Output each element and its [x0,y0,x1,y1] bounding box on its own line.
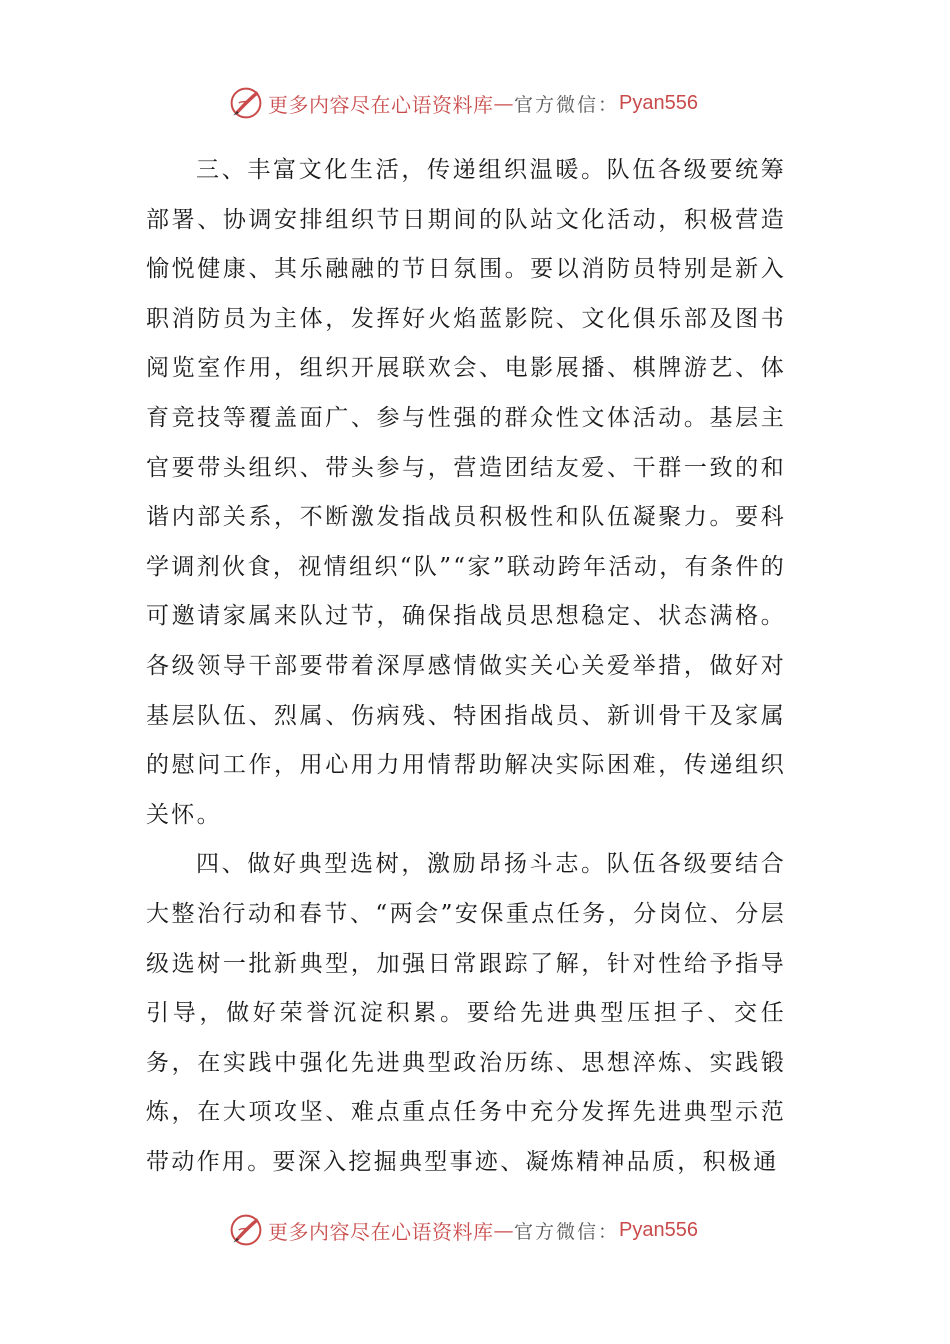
watermark-wechat-id: Pyan556 [619,1218,698,1241]
watermark-dash: — [493,1218,514,1242]
header-watermark [228,83,698,123]
pen-logo-icon [228,85,264,121]
document-body [146,146,786,1187]
watermark-dash: — [493,91,514,115]
watermark-wechat-label: 官方微信： [514,93,620,116]
paragraph-role-models: 四、做好典型选树，激励昂扬斗志。队伍各级要结合大整治行动和春节、“两会”安保重点任务，分岗位、分层级选树一批新典型，加强日常跟踪了解，针对性给予指导引导，做好荣誉沉淀积累。要给先进典型压担子、交任务，在实践中强化先进典型政治历练、思想淬炼、实践锻炼，在大项攻坚、难点重点任务中充分发挥先进典型示范带动作用。要深入挖掘典型事迹、凝炼精神品质，积极通 [146,851,786,1175]
paragraph-culture: 三、丰富文化生活，传递组织温暖。队伍各级要统筹部署、协调安排组织节日期间的队站文化活动，积极营造愉悦健康、其乐融融的节日氛围。要以消防员特别是新入职消防员为主体，发挥好火焰蓝影院、文化俱乐部及图书阅览室作用，组织开展联欢会、电影展播、棋牌游艺、体育竞技等覆盖面广、参与性强的群众性文体活动。基层主官要带头组织、带头参与，营造团结友爱、干群一致的和谐内部关系，不断激发指战员积极性和队伍凝聚力。要科学调剂伙食，视情组织“队”“家”联动跨年活动，有条件的可邀请家属来队过节，确保指战员思想稳定、状态满格。各级领导干部要带着深厚感情做实关心关爱举措，做好对基层队伍、烈属、伤病残、特困指战员、新训骨干及家属的慰问工作，用心用力用情帮助解决实际困难，传递组织关怀。 [146,157,786,828]
pen-logo-icon [228,1212,264,1248]
watermark-site-text: 更多内容尽在心语资料库 [268,92,494,117]
watermark-wechat-id: Pyan556 [619,91,698,114]
watermark-site-text: 更多内容尽在心语资料库 [268,1219,494,1244]
watermark-wechat-label: 官方微信： [514,1220,620,1243]
footer-watermark [228,1210,698,1250]
